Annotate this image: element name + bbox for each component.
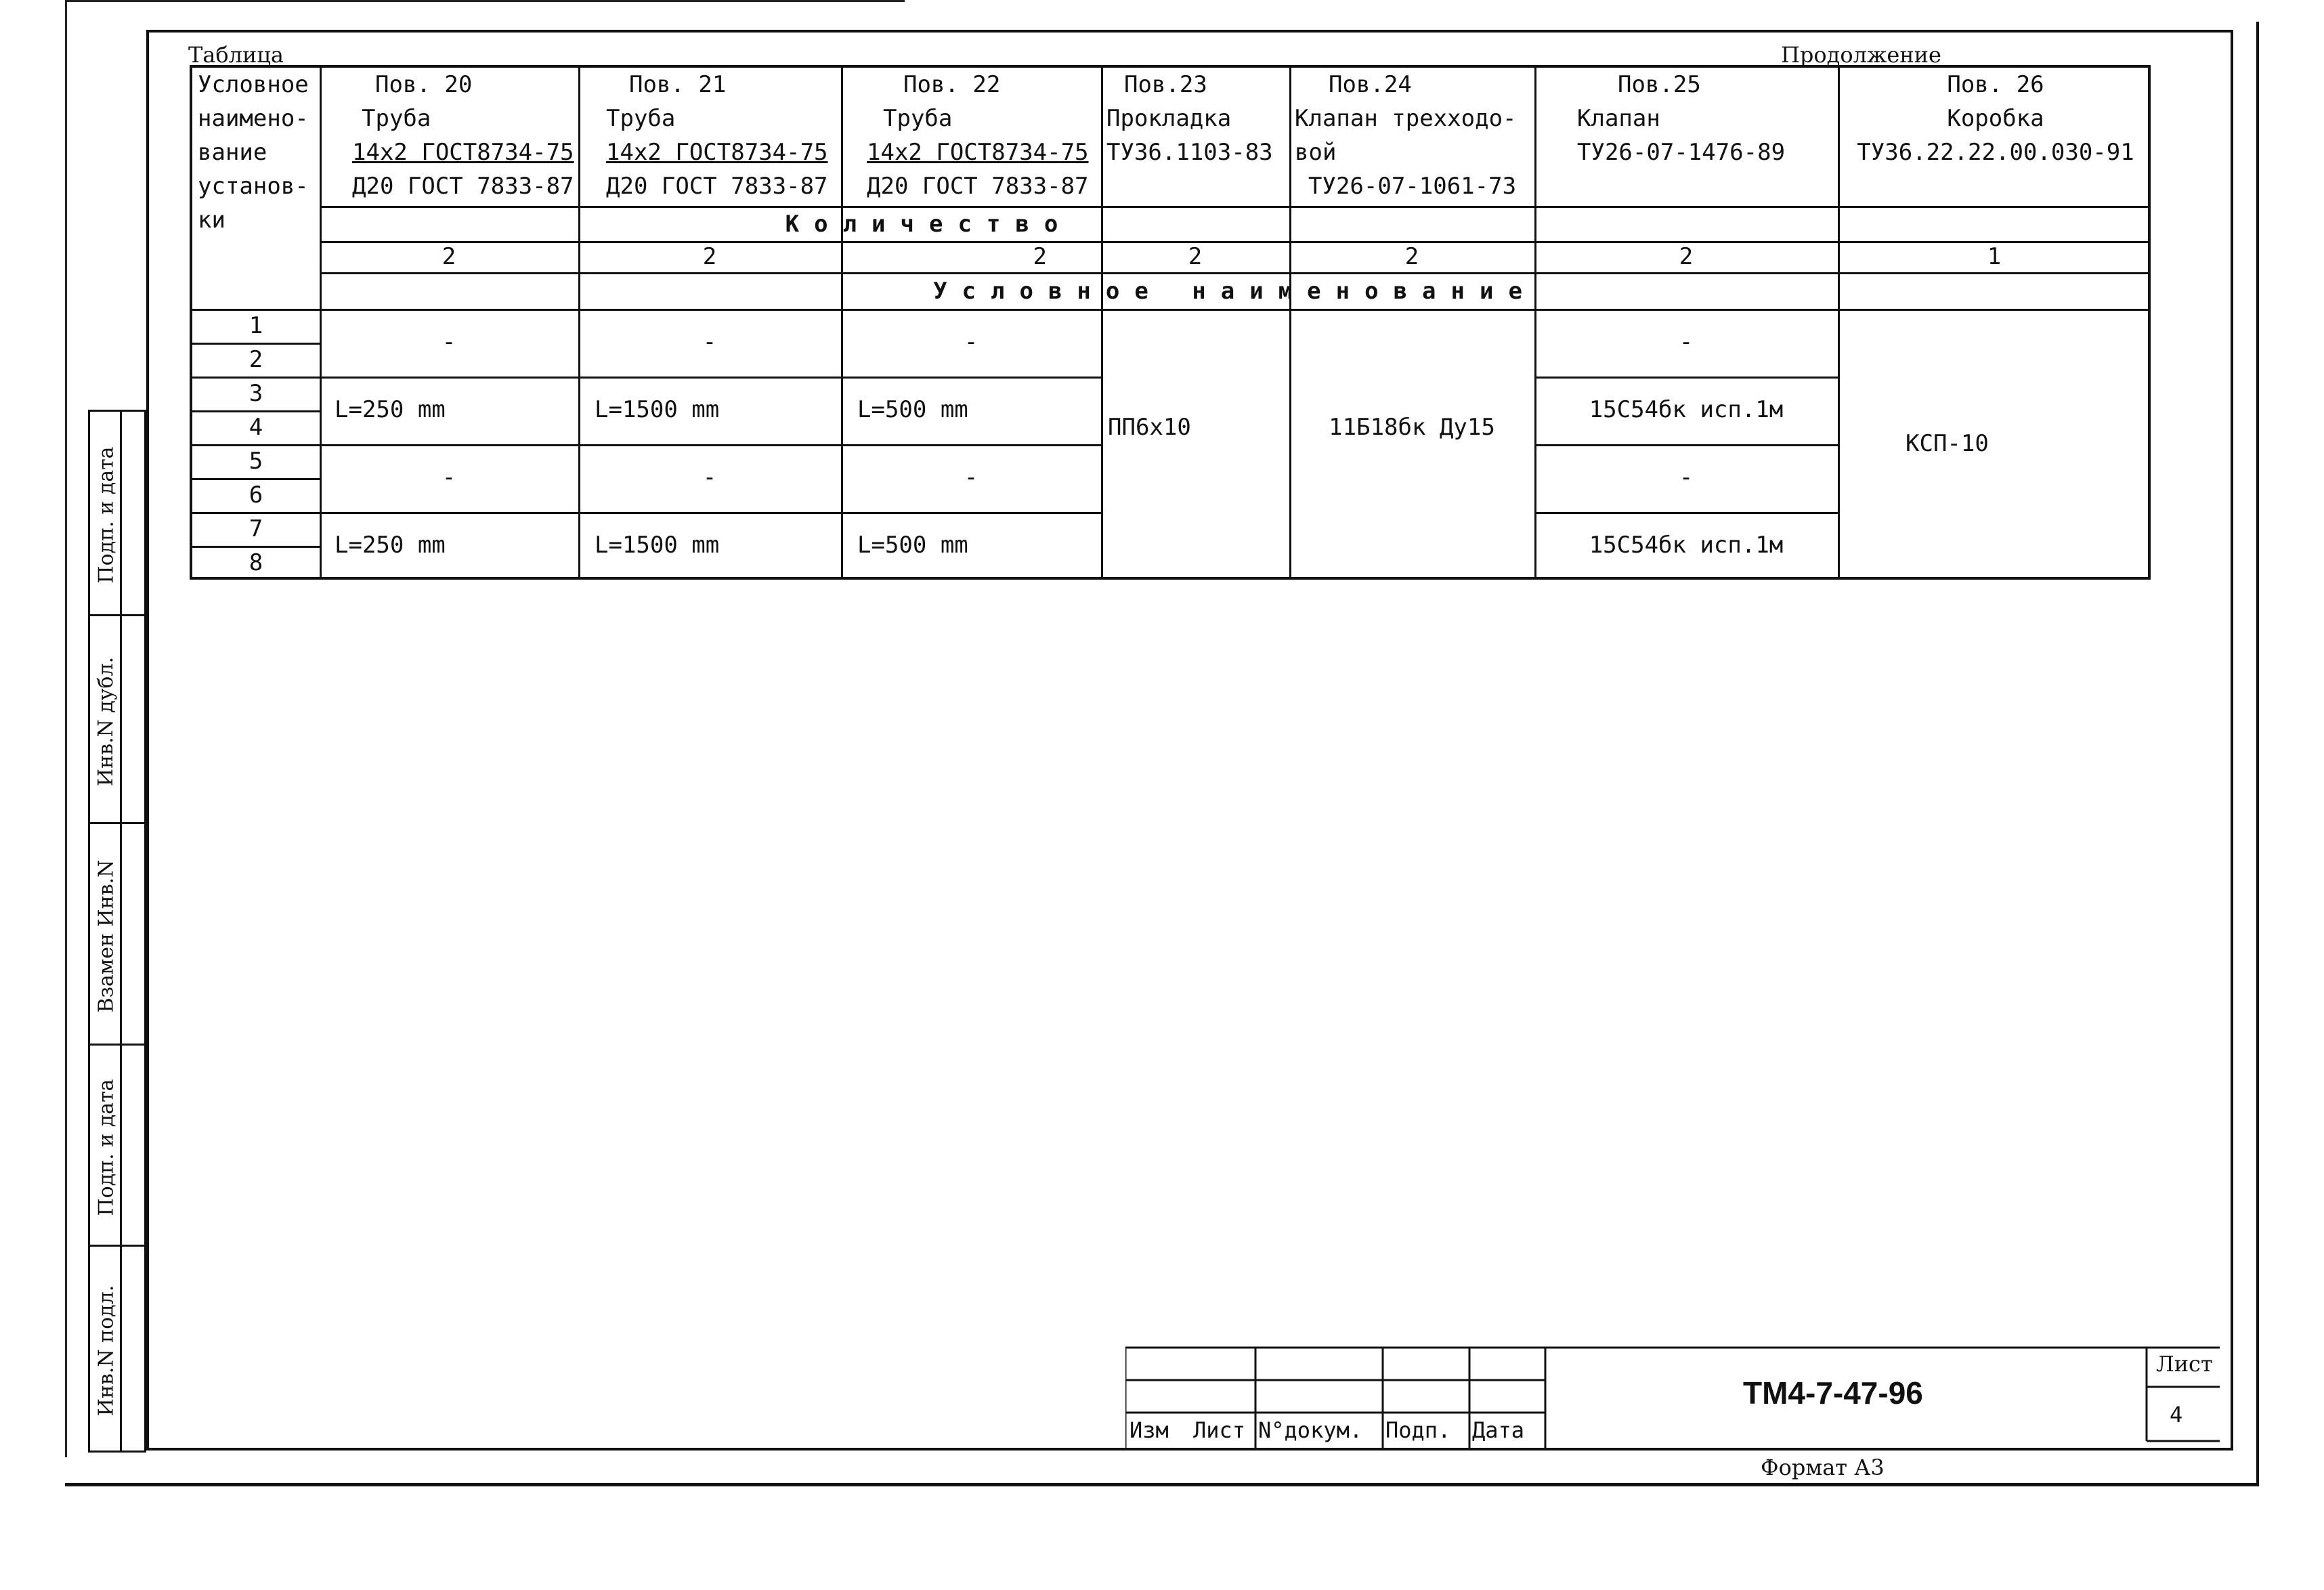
qty-pos-25: 2 xyxy=(1679,243,1694,270)
qty-pos-21: 2 xyxy=(702,243,717,270)
cell-pos-21-r7: L=1500 mm xyxy=(595,532,720,559)
qty-pos-22: 2 xyxy=(1033,243,1047,270)
col-header-pos-26: Пов. 26 Коробка ТУ36.22.22.00.030-91 xyxy=(1857,71,2134,166)
format-label: Формат А3 xyxy=(1761,1455,1885,1480)
frame-bottom-line xyxy=(65,1483,2259,1486)
side-label: Инв.N дубл. xyxy=(94,656,119,786)
side-label: Взамен Инв.N xyxy=(94,859,119,1012)
cell-pos-20-r7: L=250 mm xyxy=(335,532,446,559)
cell-pos-22-r3: L=500 mm xyxy=(857,396,968,423)
row-number: 6 xyxy=(249,481,263,509)
cell-pos-21-r3: L=1500 mm xyxy=(595,396,720,423)
side-stamp xyxy=(88,410,146,1453)
col-header-pos-24: Пов.24 Клапан трехходо- вой ТУ26-07-1061-73 xyxy=(1295,71,1517,200)
side-label: Подп. и дата xyxy=(94,1078,119,1216)
side-stamp-replace-inv xyxy=(88,822,146,1046)
cell-pos-25-r1: - xyxy=(1679,328,1694,356)
frame-top-line xyxy=(65,0,905,2)
side-label: Инв.N подл. xyxy=(94,1285,119,1417)
col-header-pos-22: Пов. 22 Труба 14х2 ГОСТ8734-75 Д20 ГОСТ 7833-87 xyxy=(867,71,1089,200)
tb-header-change: Изм xyxy=(1129,1417,1169,1443)
col-header-pos-21: Пов. 21 Труба 14х2 ГОСТ8734-75 Д20 ГОСТ 7833-87 xyxy=(606,71,828,200)
spec-table xyxy=(190,65,2151,580)
qty-pos-24: 2 xyxy=(1404,243,1419,270)
side-stamp-dup-inv xyxy=(88,614,146,824)
cell-pos-21-r5: - xyxy=(702,464,717,491)
name-label: Условное наименование xyxy=(933,278,1537,305)
title-block xyxy=(1125,1346,2220,1448)
row-number: 8 xyxy=(249,549,263,576)
cell-pos-22-r1: - xyxy=(964,328,978,356)
frame-right-line xyxy=(2256,22,2259,1486)
continuation-label: Продолжение xyxy=(1781,42,1941,68)
cell-pos-21-r1: - xyxy=(702,328,717,356)
cell-pos-25-r5: - xyxy=(1679,464,1694,491)
quantity-label: Количество xyxy=(785,211,1073,238)
row-number: 7 xyxy=(249,515,263,542)
cell-pos-22-r7: L=500 mm xyxy=(857,532,968,559)
cell-pos-20-r5: - xyxy=(442,464,456,491)
tb-header-date: Дата xyxy=(1472,1417,1525,1443)
frame-left-line xyxy=(65,0,67,1457)
row-number: 1 xyxy=(249,312,263,339)
cell-pos-23-gasket: ПП6х10 xyxy=(1108,414,1191,441)
row-header-line: ки xyxy=(198,207,225,234)
tb-header-docnum: N°докум. xyxy=(1258,1417,1363,1443)
cell-pos-20-r3: L=250 mm xyxy=(335,396,446,423)
qty-pos-20: 2 xyxy=(442,243,456,270)
cell-pos-25-r3: 15С54бк исп.1м xyxy=(1589,396,1784,423)
row-header-line: наимено- xyxy=(198,105,309,132)
tb-header-sign: Подп. xyxy=(1385,1417,1451,1443)
side-label: Подп. и дата xyxy=(94,446,119,584)
col-header-pos-23: Пов.23 Прокладка ТУ36.1103-83 xyxy=(1106,71,1273,166)
side-stamp-sign-date xyxy=(88,1044,146,1247)
cell-pos-25-r7: 15С54бк исп.1м xyxy=(1589,532,1784,559)
row-header-line: установ- xyxy=(198,173,309,200)
col-header-pos-25: Пов.25 Клапан ТУ26-07-1476-89 xyxy=(1577,71,1786,166)
side-stamp-orig-inv xyxy=(88,1245,146,1453)
cell-pos-26-box: КСП-10 xyxy=(1906,430,1989,457)
qty-pos-26: 1 xyxy=(1987,243,2002,270)
sheet-number: 4 xyxy=(2170,1402,2183,1427)
row-number: 4 xyxy=(249,414,263,441)
row-header-line: Условное xyxy=(198,71,309,98)
cell-pos-24-valve: 11Б18бк Ду15 xyxy=(1329,414,1495,441)
tb-header-sheet: Лист xyxy=(1193,1417,1246,1443)
cell-pos-20-r1: - xyxy=(442,328,456,356)
table-label: Таблица xyxy=(188,42,284,68)
col-header-pos-20: Пов. 20 Труба 14х2 ГОСТ8734-75 Д20 ГОСТ 7833-87 xyxy=(352,71,574,200)
row-header-line: вание xyxy=(198,139,267,166)
sheet-label: Лист xyxy=(2156,1351,2213,1377)
qty-pos-23: 2 xyxy=(1188,243,1203,270)
row-number: 3 xyxy=(249,380,263,407)
row-number: 2 xyxy=(249,346,263,373)
row-number: 5 xyxy=(249,448,263,475)
cell-pos-22-r5: - xyxy=(964,464,978,491)
side-stamp-sign-date-top xyxy=(88,410,146,616)
document-code: ТМ4-7-47-96 xyxy=(1743,1375,1923,1411)
